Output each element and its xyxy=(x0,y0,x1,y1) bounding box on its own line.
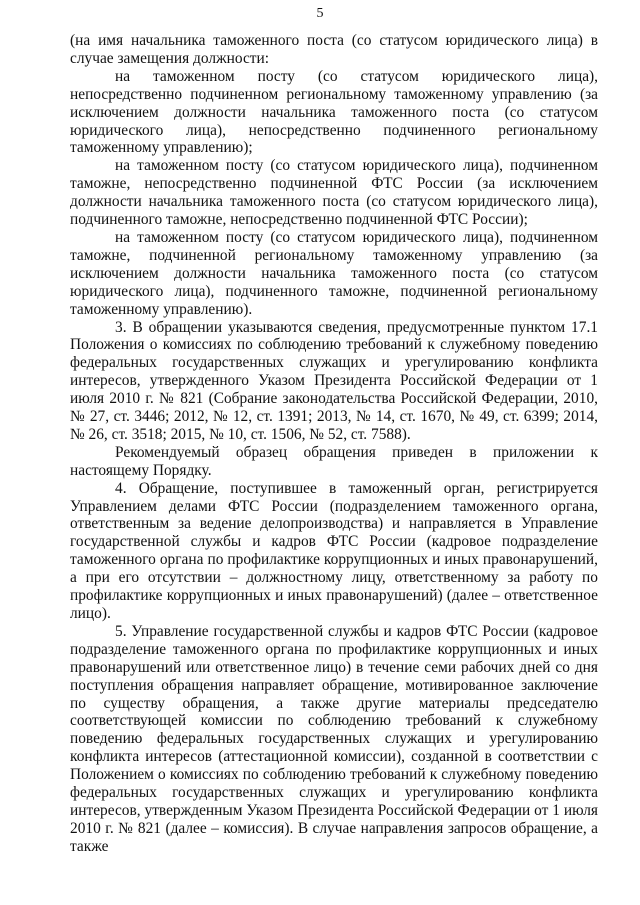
paragraph-item-3: 3. В обращении указываются сведения, предусмотренные пунктом 17.1 Положения о комиссиях по соблюдению требований к служебному поведению федеральных государственных служащих и урегулированию конфликта интересов, утвержденного Указом Президента Российской Федерации от 1 июля 2010 г. № 821 (Собрание законодательства Российской Федерации, 2010, № 27, ст. 3446; 2012, № 12, ст. 1391; 2013, № 14, ст. 1670, № 49, ст. 6399; 2014, № 26, ст. 3518; 2015, № 10, ст. 1506, № 52, ст. 7588). xyxy=(70,318,598,443)
document-body xyxy=(70,32,598,856)
paragraph-post-under-customs-subordinate-regional: на таможенном посту (со статусом юридического лица), подчиненном таможне, подчиненной региональному таможенному управлению (за исключением должности начальника таможенного поста (со статусом юридического лица), подчиненного таможне, подчиненной региональному таможенному управлению). xyxy=(70,228,598,318)
page-number: 5 xyxy=(316,6,324,21)
paragraph-recommended-sample: Рекомендуемый образец обращения приведен в приложении к настоящему Порядку. xyxy=(70,443,598,479)
paragraph-item-4: 4. Обращение, поступившее в таможенный орган, регистрируется Управлением делами ФТС России (подразделением таможенного органа, ответственным за ведение делопроизводства) и направляется в Управление государственной службы и кадров ФТС России (кадровое подразделение таможенного органа по профилактике коррупционных и иных правонарушений, а при его отсутствии – должностному лицу, ответственному за работу по профилактике коррупционных и иных правонарушений) (далее – ответственное лицо). xyxy=(70,479,598,622)
paragraph-position-continuation: (на имя начальника таможенного поста (со статусом юридического лица) в случае замещения должности: xyxy=(70,32,598,67)
paragraph-post-under-regional-administration: на таможенном посту (со статусом юридического лица), непосредственно подчиненном региональному таможенному управлению (за исключением должности начальника таможенного поста (со статусом юридического лица), непосредственно подчиненного региональному таможенному управлению); xyxy=(70,67,598,157)
paragraph-item-5: 5. Управление государственной службы и кадров ФТС России (кадровое подразделение таможенного органа по профилактике коррупционных и иных правонарушений или ответственное лицо) в течение семи рабочих дней со дня поступления обращения направляет обращение, мотивированное заключение по существу обращения, а также другие материалы председателю соответствующей комиссии по соблюдению требований к служебному поведению федеральных государственных служащих и урегулированию конфликта интересов (аттестационной комиссии), созданной в соответствии с Положением о комиссиях по соблюдению требований к служебному поведению федеральных государственных служащих и урегулированию конфликта интересов, утвержденным Указом Президента Российской Федерации от 1 июля 2010 г. № 821 (далее – комиссия). В случае направления запросов обращение, а также xyxy=(70,622,598,855)
paragraph-post-under-customs-subordinate-fts: на таможенном посту (со статусом юридического лица), подчиненном таможне, непосредственно подчиненной ФТС России (за исключением должности начальника таможенного поста (со статусом юридического лица), подчиненного таможне, непосредственно подчиненной ФТС России); xyxy=(70,157,598,229)
